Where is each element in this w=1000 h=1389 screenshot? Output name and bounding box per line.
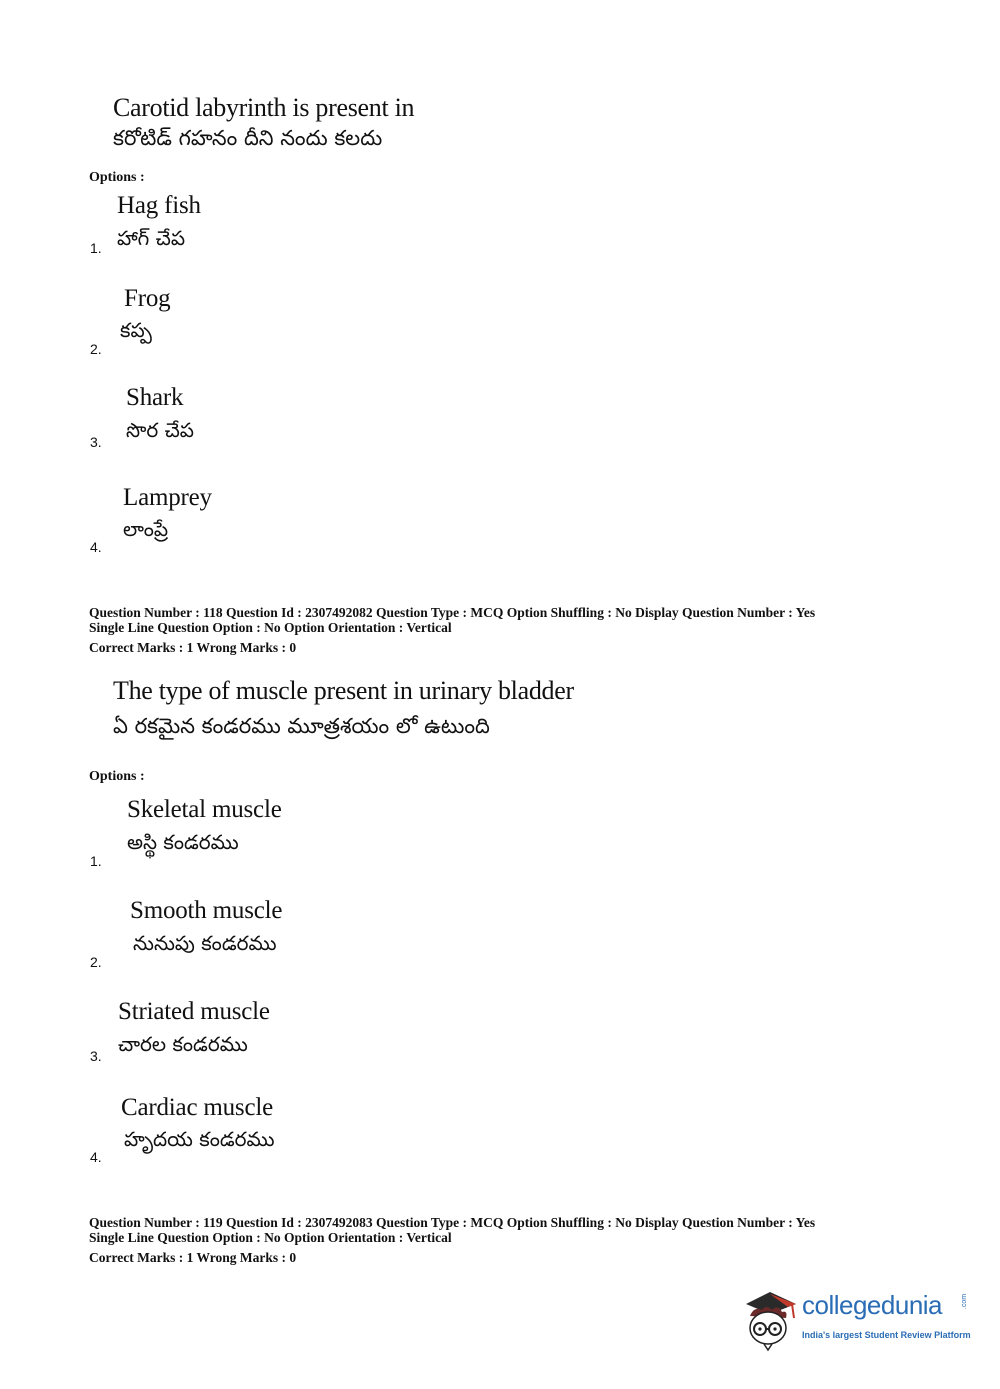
option-3-number: 3. [90, 1048, 102, 1064]
option-2-te: కప్ప [120, 318, 152, 342]
option-1-number: 1. [90, 240, 102, 256]
option-2-number: 2. [90, 341, 102, 357]
option-1-number: 1. [90, 853, 102, 869]
options-label: Options : [89, 769, 145, 784]
option-3-en: Shark [126, 384, 184, 411]
option-4-te: లాంప్రే [123, 517, 169, 541]
option-2-en: Frog [124, 285, 171, 312]
question-119-meta-line1: Question Number : 119 Question Id : 2307492083 Question Type : MCQ Option Shuffling : No Display Question Number : Yes [89, 1215, 816, 1230]
option-3-number: 3. [90, 434, 102, 450]
option-2-number: 2. [90, 954, 102, 970]
option-3-te: సొర చేప [126, 418, 194, 442]
option-4-te: హృదయ కండరము [124, 1127, 275, 1151]
question-117-text-te: కరోటిడ్ గహనం దీని నందు కలదు [113, 126, 383, 150]
question-119-meta-line3: Correct Marks : 1 Wrong Marks : 0 [89, 1250, 297, 1265]
option-4-en: Lamprey [123, 484, 212, 511]
question-118-meta-line3: Correct Marks : 1 Wrong Marks : 0 [89, 640, 297, 655]
question-117-text-en: Carotid labyrinth is present in [113, 93, 415, 122]
option-3-te: చారల కండరము [118, 1032, 248, 1056]
option-1-en: Skeletal muscle [127, 796, 282, 823]
option-4-number: 4. [90, 539, 102, 555]
options-label: Options : [89, 170, 145, 185]
option-1-te: అస్థి కండరము [127, 830, 239, 854]
option-2-en: Smooth muscle [130, 897, 283, 924]
option-2-te: నునుపు కండరము [133, 931, 277, 955]
question-118-meta-line2: Single Line Question Option : No Option Orientation : Vertical [89, 620, 452, 635]
option-4-en: Cardiac muscle [121, 1094, 273, 1121]
logo-tagline: India's largest Student Review Platform [802, 1330, 971, 1340]
option-1-te: హాగ్ చేప [117, 226, 186, 250]
option-3-en: Striated muscle [118, 998, 270, 1025]
question-118-text-te: ఏ రకమైన కండరము మూత్రశయం లో ఉటుంది [113, 714, 490, 738]
option-1-en: Hag fish [117, 192, 201, 219]
mascot-icon [740, 1282, 802, 1352]
logo-domain-suffix: .com [961, 1293, 969, 1310]
option-4-number: 4. [90, 1149, 102, 1165]
collegedunia-logo [740, 1282, 980, 1352]
question-119-meta-line2: Single Line Question Option : No Option Orientation : Vertical [89, 1230, 452, 1245]
question-118-text-en: The type of muscle present in urinary bladder [113, 676, 574, 705]
logo-wordmark: collegedunia [802, 1290, 943, 1320]
question-118-meta-line1: Question Number : 118 Question Id : 2307492082 Question Type : MCQ Option Shuffling : No Display Question Number : Yes [89, 605, 816, 620]
